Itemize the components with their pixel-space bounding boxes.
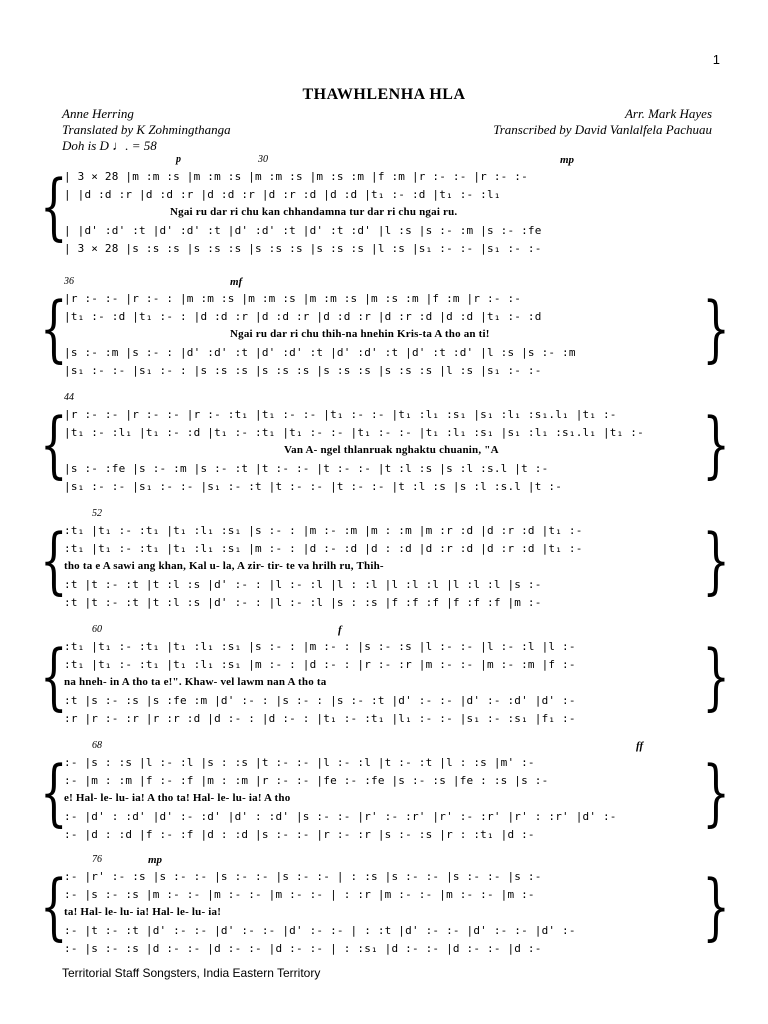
system-brace: } [702,518,730,602]
measure-number: 68 [92,740,102,751]
lyric-line: tho ta e A sawi ang khan, Kal u- la, A zir- tir- te va hrilh ru, Thih- [64,560,384,572]
score-system [40,156,730,264]
alto-line: :- |m : :m |f :- :f |m : :m |r :- :- |fe :- :fe |s :- :s |fe : :s |s :- [64,774,549,787]
bass-line: |s₁ :- :- |s₁ :- : |s :s :s |s :s :s |s :s :s |s :s :s |l :s |s₁ :- :- [64,364,542,377]
system-brace: { [40,164,68,248]
lyric-line: ta! Hal- le- lu- ia! Hal- le- lu- ia! [64,906,222,918]
lyric-line: na hneh- in A tho ta e!". Khaw- vel lawm nan A tho ta [64,676,327,688]
bass-line: |s₁ :- :- |s₁ :- :- |s₁ :- :t |t :- :- |t :- :- |t :l :s |s :l :s.l |t :- [64,480,563,493]
dynamic-marking: mp [148,854,163,866]
system-brace: { [40,286,68,370]
dynamic-marking: mf [230,276,243,288]
system-brace: { [40,864,68,948]
measure-number: 52 [92,508,102,519]
system-brace: { [40,634,68,718]
system-brace: } [702,402,730,486]
translator-credit: Translated by K Zohmingthanga [62,122,231,137]
dynamic-marking: p [176,154,181,165]
measure-number: 60 [92,624,102,635]
soprano-line: :t₁ |t₁ :- :t₁ |t₁ :l₁ :s₁ |s :- : |m :- : |s :- :s |l :- :- |l :- :l |l :- [64,640,576,653]
composer-credit: Anne Herring [62,106,134,121]
soprano-line: :- |r' :- :s |s :- :- |s :- :- |s :- :- | : :s |s :- :- |s :- :- |s :- [64,870,542,883]
soprano-line: :t₁ |t₁ :- :t₁ |t₁ :l₁ :s₁ |s :- : |m :- :m |m : :m |m :r :d |d :r :d |t₁ :- [64,524,583,537]
alto-line: :- |s :- :s |m :- :- |m :- :- |m :- :- | : :r |m :- :- |m :- :- |m :- [64,888,535,901]
tenor-line: |s :- :m |s :- : |d' :d' :t |d' :d' :t |d' :d' :t |d' :t :d' |l :s |s :- :m [64,346,576,359]
measure-number: 30 [258,154,268,165]
score-system [40,510,730,618]
system-brace: { [40,750,68,834]
system-brace: } [702,864,730,948]
alto-line: :t₁ |t₁ :- :t₁ |t₁ :l₁ :s₁ |m :- : |d :- :d |d : :d |d :r :d |d :r :d |t₁ :- [64,542,583,555]
lyric-line: e! Hal- le- lu- ia! A tho ta! Hal- le- lu- ia! A tho [64,792,291,804]
dynamic-marking: f [338,624,342,636]
score-system [40,394,730,502]
lyric-line: Ngai ru dar ri chu kan chhandamna tur dar ri chu ngai ru. [170,206,458,218]
alto-line: |t₁ :- :l₁ |t₁ :- :d |t₁ :- :t₁ |t₁ :- :- |t₁ :- :- |t₁ :l₁ :s₁ |s₁ :l₁ :s₁.l₁ |t₁ :- [64,426,644,439]
tenor-line: :t |t :- :t |t :l :s |d' :- : |l :- :l |l : :l |l :l :l |l :l :l |s :- [64,578,542,591]
score-system [40,742,730,850]
alto-line: | |d :d :r |d :d :r |d :d :r |d :r :d |d :d |t₁ :- :d |t₁ :- :l₁ [64,188,501,201]
score-system [40,856,730,964]
alto-line: |t₁ :- :d |t₁ :- : |d :d :r |d :d :r |d :d :r |d :r :d |d :d |t₁ :- :d [64,310,542,323]
tenor-line: | |d' :d' :t |d' :d' :t |d' :d' :t |d' :t :d' |l :s |s :- :m |s :- :fe [64,224,542,237]
arranger-credit: Arr. Mark Hayes [624,106,712,121]
measure-number: 36 [64,276,74,287]
transcriber-credit: Transcribed by David Vanlalfela Pachuau [493,122,712,137]
bass-line: :- |s :- :s |d :- :- |d :- :- |d :- :- | : :s₁ |d :- :- |d :- :- |d :- [64,942,542,955]
measure-number: 76 [92,854,102,865]
key-tempo: Doh is D ♩. = 58 [62,138,157,153]
soprano-line: |r :- :- |r :- : |m :m :s |m :m :s |m :m :s |m :s :m |f :m |r :- :- [64,292,522,305]
system-brace: } [702,634,730,718]
score-system [40,278,730,386]
soprano-line: |r :- :- |r :- :- |r :- :t₁ |t₁ :- :- |t₁ :- :- |t₁ :l₁ :s₁ |s₁ :l₁ :s₁.l₁ |t₁ :- [64,408,617,421]
tenor-line: :t |s :- :s |s :fe :m |d' :- : |s :- : |s :- :t |d' :- :- |d' :- :d' |d' :- [64,694,576,707]
dynamic-marking: mp [560,154,575,166]
system-brace: { [40,518,68,602]
song-title: THAWHLENHA HLA [302,86,466,103]
footer-credit: Territorial Staff Songsters, India Eastern Territory [62,966,321,980]
tenor-line: |s :- :fe |s :- :m |s :- :t |t :- :- |t :- :- |t :l :s |s :l :s.l |t :- [64,462,549,475]
system-brace: } [702,750,730,834]
lyric-line: Ngai ru dar ri chu thih-na hnehin Kris-ta A tho an ti! [230,328,490,340]
bass-line: :r |r :- :r |r :r :d |d :- : |d :- : |t₁ :- :t₁ |l₁ :- :- |s₁ :- :s₁ |f₁ :- [64,712,576,725]
system-brace: } [702,286,730,370]
score-system [40,626,730,734]
measure-number: 44 [64,392,74,403]
soprano-line: | 3 × 28 |m :m :s |m :m :s |m :m :s |m :s :m |f :m |r :- :- |r :- :- [64,170,528,183]
tenor-line: :- |d' : :d' |d' :- :d' |d' : :d' |s :- :- |r' :- :r' |r' :- :r' |r' : :r' |d' :- [64,810,617,823]
soprano-line: :- |s : :s |l :- :l |s : :s |t :- :- |l :- :l |t :- :t |l : :s |m' :- [64,756,535,769]
bass-line: | 3 × 28 |s :s :s |s :s :s |s :s :s |s :s :s |l :s |s₁ :- :- |s₁ :- :- [64,242,542,255]
lyric-line: Van A- ngel thlanruak nghaktu chuanin, "A [284,444,499,456]
tenor-line: :- |t :- :t |d' :- :- |d' :- :- |d' :- :- | : :t |d' :- :- |d' :- :- |d' :- [64,924,576,937]
bass-line: :- |d : :d |f :- :f |d : :d |s :- :- |r :- :r |s :- :s |r : :t₁ |d :- [64,828,535,841]
system-brace: { [40,402,68,486]
dynamic-marking: ff [636,740,644,752]
alto-line: :t₁ |t₁ :- :t₁ |t₁ :l₁ :s₁ |m :- : |d :- : |r :- :r |m :- :- |m :- :m |f :- [64,658,576,671]
page-number: 1 [712,52,720,67]
bass-line: :t |t :- :t |t :l :s |d' :- : |l :- :l |s : :s |f :f :f |f :f :f |m :- [64,596,542,609]
